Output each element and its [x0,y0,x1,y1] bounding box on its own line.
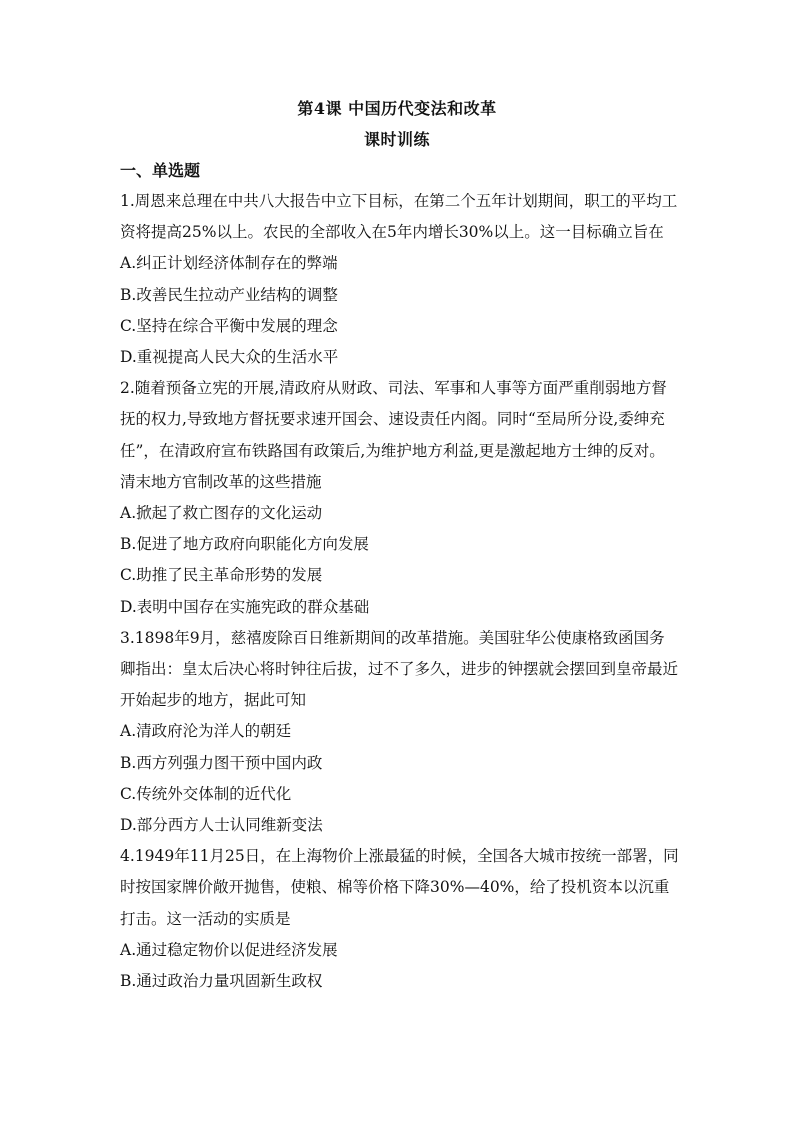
option-c: C.传统外交体制的近代化 [120,784,292,803]
option-d: D.部分西方人士认同维新变法 [120,816,323,835]
option-b: B.促进了地方政府向职能化方向发展 [120,535,369,554]
question-3 [120,623,680,841]
option-a: A.通过稳定物价以促进经济发展 [120,940,338,959]
document-title: 第4课 中国历代变法和改革 [297,99,497,118]
question-stem: 3.1898年9月，慈禧废除百日维新期间的改革措施。美国驻华公使康格致函国务卿指出：皇太后决心将时钟往后拔，过不了多久，进步的钟摆就会摆回到皇帝最近开始起步的地方，据此可知 [120,628,679,710]
question-4 [120,841,680,997]
option-b: B.西方列强力图干预中国内政 [120,753,323,772]
question-list [120,186,680,997]
question-stem: 1.周恩来总理在中共八大报告中立下目标，在第二个五年计划期间，职工的平均工资将提高25%以上。农民的全部收入在5年内增长30%以上。这一目标确立旨在 [120,192,678,242]
option-a: A.清政府沦为洋人的朝廷 [120,722,292,741]
option-c: C.助推了民主革命形势的发展 [120,566,323,585]
document-subtitle: 课时训练 [363,130,430,149]
option-d: D.重视提高人民大众的生活水平 [120,348,339,367]
question-1 [120,186,680,373]
section-heading: 一、单选题 [120,161,201,180]
option-a: A.纠正计划经济体制存在的弊端 [120,254,338,273]
question-stem: 4.1949年11月25日，在上海物价上涨最猛的时候，全国各大城市按统一部署，同时按国家牌价敞开抛售，使粮、棉等价格下降30%—40%，给了投机资本以沉重打击。这一活动的实质是 [120,847,679,928]
option-b: B.通过政治力量巩固新生政权 [120,972,323,991]
option-b: B.改善民生拉动产业结构的调整 [120,285,338,304]
option-c: C.坚持在综合平衡中发展的理念 [120,316,338,335]
option-d: D.表明中国存在实施宪政的群众基础 [120,597,370,616]
question-2 [120,373,680,623]
option-a: A.掀起了救亡图存的文化运动 [120,504,323,523]
question-stem: 2.随着预备立宪的开展,清政府从财政、司法、军事和人事等方面严重削弱地方督抚的权力,导致地方督抚要求速开国会、速设责任内阁。同时“至局所分设,委绅充任”，在清政府宣布铁路国有政策后,为维护地方利益,更是激起地方士绅的反对。清末地方官制改革的这些措施 [120,379,667,491]
